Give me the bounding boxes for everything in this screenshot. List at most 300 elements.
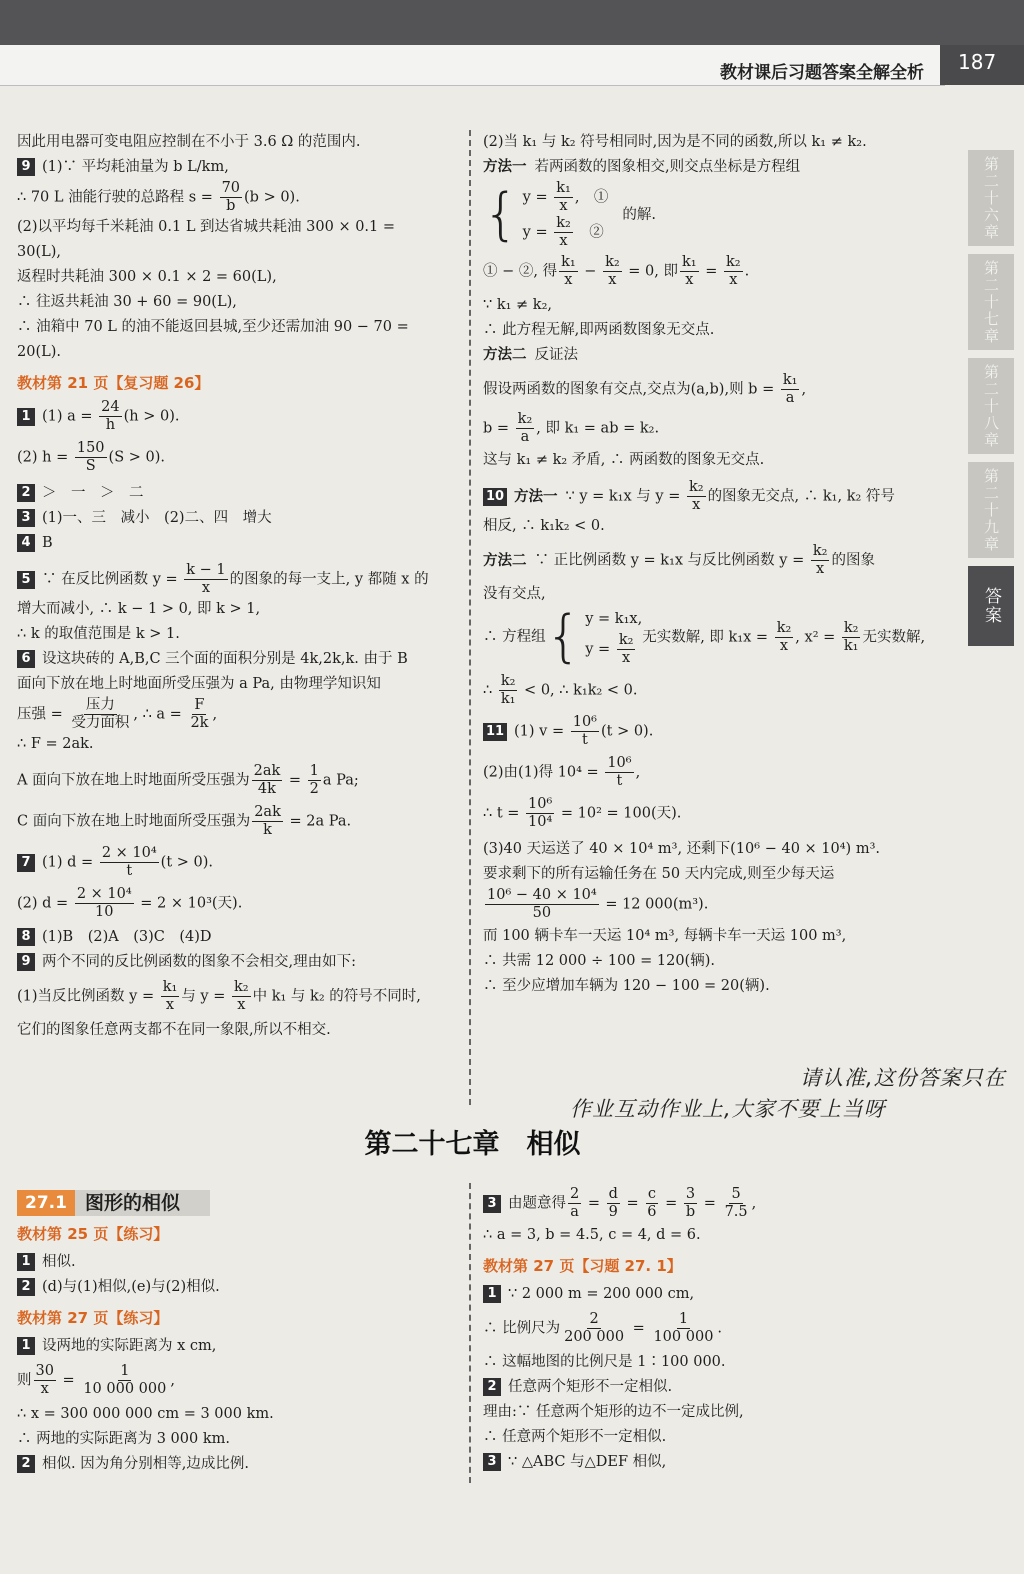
answer-text: (h > 0). xyxy=(123,408,180,425)
system-row-1 xyxy=(523,180,609,215)
denominator: 2k xyxy=(190,715,209,731)
bottom-right-column xyxy=(483,1186,943,1475)
numerator: k₁ xyxy=(561,254,576,270)
answer-text: , xyxy=(635,764,641,781)
numerator: k₁ xyxy=(556,180,571,196)
denominator: k₁ xyxy=(843,637,859,654)
question-5-line-1 xyxy=(17,562,457,597)
fraction xyxy=(308,763,321,798)
page-number: 187 xyxy=(958,50,997,74)
contradiction-line xyxy=(483,411,943,446)
answer-line: ∴ k 的取值范围是 k > 1. xyxy=(17,626,180,642)
fraction xyxy=(485,887,599,922)
fraction xyxy=(605,755,633,790)
answer-text: 相似. xyxy=(42,1254,76,1270)
fraction xyxy=(526,796,554,831)
system-row-2 xyxy=(523,215,609,250)
question-number: 10 xyxy=(483,488,507,506)
denominator: x xyxy=(559,198,568,214)
question-4 xyxy=(17,531,457,556)
answer-line: ∴ 往返共耗油 30 + 60 = 90(L), xyxy=(17,294,237,310)
fraction xyxy=(220,180,242,215)
denominator: x xyxy=(201,580,211,596)
question-number: 4 xyxy=(17,534,35,552)
question-6-face-a xyxy=(17,763,457,798)
numerator: 2 × 10⁴ xyxy=(76,886,132,902)
fraction xyxy=(723,1186,750,1221)
question-number: 1 xyxy=(17,1337,35,1355)
answer-text: . xyxy=(717,1320,723,1337)
subtract-equations-line xyxy=(483,254,943,289)
fraction xyxy=(571,714,599,749)
question-9-line-2 xyxy=(17,180,457,215)
fraction xyxy=(617,632,636,667)
answer-text: , xyxy=(212,706,218,723)
equation-system-2 xyxy=(483,604,943,669)
answer-text: ∴ 比例尺为 xyxy=(483,1320,561,1337)
fraction xyxy=(568,1186,581,1221)
answer-text: (2) h = xyxy=(17,449,73,466)
denominator: x xyxy=(564,272,573,288)
question-number: 2 xyxy=(483,1378,501,1396)
answer-text: = 12 000(m³). xyxy=(600,896,709,913)
denominator: x xyxy=(816,561,825,577)
denominator: 100 000 xyxy=(653,1329,714,1345)
denominator: 7.5 xyxy=(724,1204,748,1220)
numerator: k₁ xyxy=(682,254,697,270)
answer-line: ∴ 两地的实际距离为 3 000 km. xyxy=(17,1431,230,1447)
denominator: 50 xyxy=(532,905,552,921)
fraction xyxy=(516,411,535,446)
fraction xyxy=(775,620,794,655)
answer-text: 的解. xyxy=(622,206,657,223)
exercise-3 xyxy=(483,1186,943,1221)
left-column xyxy=(17,130,457,1043)
denominator: 6 xyxy=(647,1204,657,1220)
answer-text: , xyxy=(801,381,807,398)
fraction xyxy=(99,399,121,434)
section-heading-review-26: 教材第 21 页【复习题 26】 xyxy=(17,374,210,392)
fraction xyxy=(252,804,283,839)
section-name: 图形的相似 xyxy=(75,1190,210,1216)
numerator: k₂ xyxy=(500,673,516,689)
answer-text: 的图象的每一支上, y 都随 x 的 xyxy=(229,571,429,588)
denominator: 9 xyxy=(608,1204,618,1220)
numerator: 压力 xyxy=(85,697,115,713)
fraction xyxy=(75,886,134,921)
fraction xyxy=(554,180,573,215)
section-bar xyxy=(17,1190,457,1216)
fraction xyxy=(252,763,283,798)
column-divider-bottom xyxy=(469,1183,471,1483)
question-number: 9 xyxy=(17,158,35,176)
denominator: x xyxy=(685,272,694,288)
numerator: k − 1 xyxy=(186,562,226,578)
answer-text: 反证法 xyxy=(534,347,578,363)
answer-text: 若两函数的图象相交,则交点坐标是方程组 xyxy=(534,159,801,175)
answer-line: 没有交点, xyxy=(483,586,546,602)
answer-text: , ∴ a = xyxy=(133,706,187,723)
answer-text: = xyxy=(628,1320,650,1337)
question-2 xyxy=(17,481,457,506)
method-label: 方法一 xyxy=(483,159,527,175)
answer-line: 返程时共耗油 300 × 0.1 × 2 = 60(L), xyxy=(17,269,277,285)
answer-text: y = xyxy=(585,641,615,658)
answer-line: (2)当 k₁ 与 k₂ 符号相同时,因为是不同的函数,所以 k₁ ≠ k₂. xyxy=(483,134,867,150)
denominator: x xyxy=(779,637,789,654)
question-9-line-1 xyxy=(17,155,457,180)
numerator: k₂ xyxy=(234,979,249,995)
answer-text: (1) a = xyxy=(42,408,98,425)
question-7-line-2 xyxy=(17,886,457,921)
homework-3 xyxy=(483,1450,943,1475)
section-heading-page-27: 教材第 27 页【练习】 xyxy=(17,1309,169,1327)
denominator: 10⁴ xyxy=(528,814,553,830)
numerator: k₂ xyxy=(517,411,533,427)
fraction xyxy=(232,979,251,1014)
brace-glyph: { xyxy=(483,182,519,247)
section-heading-page-25: 教材第 25 页【练习】 xyxy=(17,1225,169,1243)
fraction xyxy=(562,1311,626,1346)
answer-line: 面向下放在地上时地面所受压强为 a Pa, 由物理学知识知 xyxy=(17,676,381,692)
denominator: x xyxy=(729,272,738,288)
question-11-line-3 xyxy=(483,796,943,831)
answer-text: 无实数解, xyxy=(862,629,926,645)
numerator: 1 xyxy=(678,1311,689,1327)
numerator: k₂ xyxy=(776,619,792,636)
answer-text: 中 k₁ 与 k₂ 的符号不同时, xyxy=(252,988,421,1005)
answer-line: ∴ 油箱中 70 L 的油不能返回县城,至少还需加油 90 − 70 = xyxy=(17,319,409,335)
denominator: h xyxy=(105,417,116,433)
denominator: x xyxy=(692,497,701,513)
numerator: 2 xyxy=(570,1186,580,1202)
answer-text: = 2 × 10³(天). xyxy=(135,895,243,912)
numerator: 5 xyxy=(731,1186,741,1202)
denominator: t xyxy=(581,732,588,748)
answer-text: (t > 0). xyxy=(600,723,654,740)
numerator: k₁ xyxy=(782,372,798,388)
answer-text: 压强 = xyxy=(17,706,68,723)
fraction xyxy=(554,215,573,250)
fraction xyxy=(499,673,518,708)
fraction xyxy=(81,1363,168,1398)
answer-line: ∴ 这幅地图的比例尺是 1∶100 000. xyxy=(483,1354,726,1370)
running-title: 教材课后习题答案全解全析 xyxy=(720,63,924,83)
fraction xyxy=(100,845,159,880)
question-1-line-2 xyxy=(17,440,457,475)
denominator: x xyxy=(237,997,246,1013)
exercise-2 xyxy=(17,1452,457,1477)
answer-text: = xyxy=(284,772,306,789)
answer-text: , ① xyxy=(574,189,609,206)
answer-line: 这与 k₁ ≠ k₂ 矛盾, ∴ 两函数的图象无交点. xyxy=(483,452,765,468)
fraction xyxy=(687,479,706,514)
fraction xyxy=(607,1186,620,1221)
answer-text: = xyxy=(660,1195,682,1212)
question-6-line-1 xyxy=(17,647,457,672)
answer-text: ＞ 一 ＞ 二 xyxy=(42,485,144,501)
answer-text: ∵ 2 000 m = 200 000 cm, xyxy=(508,1286,695,1302)
question-number: 3 xyxy=(483,1195,501,1213)
answer-text: C 面向下放在地上时地面所受压强为 xyxy=(17,813,251,830)
fraction xyxy=(811,543,830,578)
question-number: 3 xyxy=(17,509,35,527)
denominator: a xyxy=(785,390,795,406)
question-8 xyxy=(17,925,457,950)
answer-text: ∵ 在反比例函数 y = xyxy=(42,571,183,588)
answer-text: 由题意得 xyxy=(508,1195,566,1212)
handwritten-note-line-2: 作业互动作业上,大家不要上当呀 xyxy=(570,1097,886,1121)
numerator: 10⁶ − 40 × 10⁴ xyxy=(487,887,597,903)
numerator: 150 xyxy=(76,440,105,456)
question-6-face-c xyxy=(17,804,457,839)
answer-line: ∴ a = 3, b = 4.5, c = 4, d = 6. xyxy=(483,1227,701,1243)
answer-line: 要求剩下的所有运输任务在 50 天内完成,则至少每天运 xyxy=(483,866,835,882)
question-number: 2 xyxy=(17,484,35,502)
denominator: S xyxy=(85,458,96,474)
question-11-line-1 xyxy=(483,714,943,749)
numerator: 2ak xyxy=(254,804,281,820)
answer-text: . xyxy=(744,263,750,280)
denominator: b xyxy=(226,198,236,214)
tab-chapter-26[interactable]: 第二十六章 xyxy=(968,150,1014,246)
denominator: 4k xyxy=(257,781,276,797)
answer-text: , 即 k₁ = ab = k₂. xyxy=(536,420,660,437)
column-divider-top xyxy=(469,130,471,1105)
answer-text: 与 y = xyxy=(181,988,230,1005)
numerator: d xyxy=(608,1186,618,1202)
numerator: k₂ xyxy=(843,619,859,636)
denominator: x xyxy=(559,233,568,249)
fraction xyxy=(842,620,861,655)
question-number: 9 xyxy=(17,953,35,971)
denominator: x xyxy=(608,272,617,288)
system-rows xyxy=(523,180,609,250)
answer-text: ∵ y = k₁x 与 y = xyxy=(565,488,685,505)
answer-text: (1)B (2)A (3)C (4)D xyxy=(42,929,212,945)
answer-text: 的图象无交点, ∴ k₁, k₂ 符号 xyxy=(707,488,895,505)
numerator: 1 xyxy=(309,763,319,779)
answer-text: 无实数解, 即 k₁x = xyxy=(642,629,773,645)
homework-2 xyxy=(483,1375,943,1400)
answer-text: (t > 0). xyxy=(160,854,214,871)
answer-text: ∵ 正比例函数 y = k₁x 与反比例函数 y = xyxy=(534,552,809,569)
system-row-2 xyxy=(585,632,642,667)
question-9b-line-1 xyxy=(17,950,457,975)
numerator: k₁ xyxy=(162,979,178,995)
answer-line: ∴ 任意两个矩形不一定相似. xyxy=(483,1429,667,1445)
answer-text: (2)由(1)得 10⁴ = xyxy=(483,764,604,781)
denominator: x xyxy=(622,650,631,666)
numerator: k₂ xyxy=(812,543,828,559)
question-3 xyxy=(17,506,457,531)
assume-intersection-line xyxy=(483,372,943,407)
answer-text: = 2a Pa. xyxy=(284,813,352,830)
numerator: 10⁶ xyxy=(528,796,553,812)
denominator: a xyxy=(570,1204,579,1220)
denominator: t xyxy=(126,863,133,879)
numerator: 2 xyxy=(589,1311,599,1327)
answer-text: 任意两个矩形不一定相似. xyxy=(508,1379,673,1395)
fraction xyxy=(651,1311,715,1346)
system-row-1: y = k₁x, xyxy=(585,611,643,627)
answer-line: 20(L). xyxy=(17,344,62,360)
method-one-line xyxy=(483,155,943,180)
fraction xyxy=(645,1186,658,1221)
fraction xyxy=(75,440,107,475)
answer-text: a Pa; xyxy=(322,772,359,789)
question-number: 1 xyxy=(17,408,35,426)
question-7-line-1 xyxy=(17,845,457,880)
system-2-tail xyxy=(642,620,925,655)
answer-text: 假设两函数的图象有交点,交点为(a,b),则 b = xyxy=(483,381,779,398)
numerator: F xyxy=(194,697,205,713)
answer-text: , xyxy=(170,1372,175,1389)
tab-chapter-29[interactable]: 第二十九章 xyxy=(968,462,1014,558)
question-number: 11 xyxy=(483,723,507,741)
right-column xyxy=(483,130,943,999)
answer-line: (2)以平均每千米耗油 0.1 L 到达省城共耗油 300 × 0.1 = xyxy=(17,219,396,235)
answer-text: 两个不同的反比例函数的图象不会相交,理由如下: xyxy=(42,954,356,970)
denominator: k xyxy=(263,822,272,838)
answer-text: (2) d = xyxy=(17,895,73,912)
practice-1 xyxy=(17,1250,457,1275)
answer-line: 而 100 辆卡车一天运 10⁴ m³, 每辆卡车一天运 100 m³, xyxy=(483,928,847,944)
denominator: 200 000 xyxy=(564,1329,625,1345)
answer-text: = xyxy=(621,1195,644,1212)
fraction xyxy=(559,254,578,289)
question-6-pressure-formula xyxy=(17,697,457,732)
answer-line: (3)40 天运送了 40 × 10⁴ m³, 还剩下(10⁶ − 40 × 10⁴) m³. xyxy=(483,841,880,857)
tab-chapter-28[interactable]: 第二十八章 xyxy=(968,358,1014,454)
answer-text: b = xyxy=(483,420,514,437)
top-bar xyxy=(0,0,1024,45)
answer-line: ∴ 此方程无解,即两函数图象无交点. xyxy=(483,322,715,338)
exercise-1 xyxy=(17,1334,457,1359)
numerator: 30 xyxy=(35,1363,54,1379)
section-heading-exercise-27-1: 教材第 27 页【习题 27. 1】 xyxy=(483,1257,682,1275)
numerator: k₂ xyxy=(605,254,620,270)
answer-line: ∵ k₁ ≠ k₂, xyxy=(483,297,553,313)
numerator: 1 xyxy=(120,1363,130,1379)
answer-text: (S > 0). xyxy=(108,449,165,466)
chapter-title: 第二十七章 相似 xyxy=(364,1129,581,1160)
question-number: 8 xyxy=(17,928,35,946)
answer-text: ② xyxy=(574,224,604,241)
homework-1-scale xyxy=(483,1311,943,1346)
numerator: 2ak xyxy=(253,763,281,779)
answer-text: A 面向下放在地上时地面所受压强为 xyxy=(17,772,250,789)
question-number: 1 xyxy=(483,1285,501,1303)
chapter-tabs xyxy=(968,150,1014,654)
answer-text: (1)∵ 平均耗油量为 b L/km, xyxy=(42,159,229,175)
answer-text: (1)当反比例函数 y = xyxy=(17,988,159,1005)
method-label: 方法二 xyxy=(483,347,527,363)
numerator: 10⁶ xyxy=(572,714,597,730)
answer-text: < 0, ∴ k₁k₂ < 0. xyxy=(519,682,638,699)
answer-text: ① − ②, 得 xyxy=(483,263,558,280)
method-two-line xyxy=(483,343,943,368)
numerator: 10⁶ xyxy=(607,755,632,771)
practice-2 xyxy=(17,1275,457,1300)
question-number: 7 xyxy=(17,854,35,872)
tab-chapter-27[interactable]: 第二十七章 xyxy=(968,254,1014,350)
answer-line: 理由:∵ 任意两个矩形的边不一定成比例, xyxy=(483,1404,744,1420)
fraction xyxy=(781,372,800,407)
fraction xyxy=(69,697,131,732)
answer-text: = xyxy=(57,1372,80,1389)
question-number: 2 xyxy=(17,1455,35,1473)
brace-glyph: { xyxy=(545,604,582,669)
numerator: 3 xyxy=(685,1186,696,1202)
fraction xyxy=(188,697,210,732)
answer-text: , xyxy=(751,1195,757,1212)
numerator: 70 xyxy=(221,180,241,196)
numerator: k₂ xyxy=(556,215,571,231)
denominator: b xyxy=(685,1204,696,1220)
numerator: c xyxy=(647,1186,656,1202)
answer-text: ∴ 方程组 xyxy=(483,628,546,645)
question-10-conclusion xyxy=(483,673,943,708)
numerator: k₂ xyxy=(725,254,741,270)
answer-text: (d)与(1)相似,(e)与(2)相似. xyxy=(42,1279,220,1295)
answer-text: , x² = xyxy=(795,629,840,645)
answer-line: 相反, ∴ k₁k₂ < 0. xyxy=(483,518,605,534)
fraction xyxy=(724,254,743,289)
denominator: x xyxy=(165,997,175,1013)
question-1-line-1 xyxy=(17,399,457,434)
fraction xyxy=(161,979,180,1014)
answer-text: 相似. 因为角分别相等,边成比例. xyxy=(42,1456,249,1472)
answer-line: ∴ 至少应增加车辆为 120 − 100 = 20(辆). xyxy=(483,978,770,994)
answer-text: = 10² = 100(天). xyxy=(556,805,682,822)
answer-text: ∵ △ABC 与△DEF 相似, xyxy=(508,1454,667,1470)
question-10-method-two xyxy=(483,543,943,578)
system-rows xyxy=(585,607,642,667)
denominator: t xyxy=(616,773,623,789)
denominator: a xyxy=(520,429,530,445)
exercise-1-ratio xyxy=(17,1363,457,1398)
method-label: 方法一 xyxy=(514,488,558,505)
answer-line: ∴ 共需 12 000 ÷ 100 = 120(辆). xyxy=(483,953,715,969)
answer-text: 则 xyxy=(17,1372,32,1389)
question-10-line-1 xyxy=(483,479,943,514)
answer-text: − xyxy=(579,263,602,280)
homework-1 xyxy=(483,1282,943,1307)
fraction xyxy=(680,254,699,289)
answer-text: ∴ t = xyxy=(483,805,525,822)
answer-text: B xyxy=(42,535,53,551)
denominator: k₁ xyxy=(500,691,516,707)
answer-line: 30(L), xyxy=(17,244,62,260)
question-number: 5 xyxy=(17,571,35,589)
bottom-left-column xyxy=(17,1186,457,1477)
equation-system-1 xyxy=(483,180,943,250)
answer-text: ∴ xyxy=(483,682,497,699)
tab-answers[interactable]: 答案 xyxy=(968,566,1014,646)
question-number: 2 xyxy=(17,1278,35,1296)
question-9b-line-2 xyxy=(17,979,457,1014)
fraction xyxy=(684,1186,697,1221)
answer-text: = 0, 即 xyxy=(623,263,678,280)
answer-line: 增大而减小, ∴ k − 1 > 0, 即 k > 1, xyxy=(17,601,261,617)
question-number: 3 xyxy=(483,1453,501,1471)
answer-text: (b > 0). xyxy=(244,189,300,206)
question-number: 1 xyxy=(17,1253,35,1271)
answer-text: (1) v = xyxy=(514,723,569,740)
answer-text: 设两地的实际距离为 x cm, xyxy=(42,1338,217,1354)
answer-text: (1)一、三 减小 (2)二、四 增大 xyxy=(42,510,272,526)
